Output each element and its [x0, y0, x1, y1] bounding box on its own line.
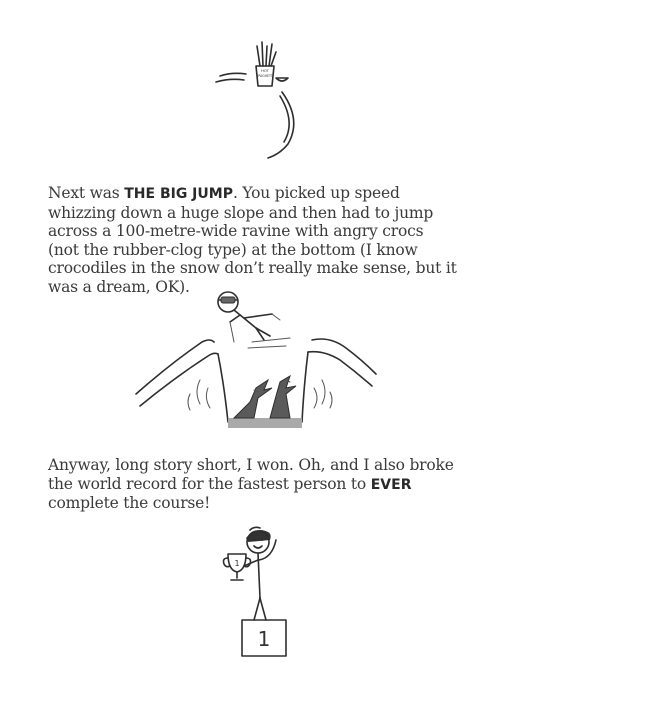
text-run: complete the course! — [48, 494, 211, 512]
emphasis-text: THE BIG JUMP — [124, 186, 233, 202]
podium-number: 1 — [257, 627, 271, 651]
emphasis-text: EVER — [370, 476, 412, 493]
text-run: Next was — [48, 184, 125, 202]
trophy-number: 1 — [234, 559, 240, 568]
pot-label-line2: SPAGHETTI — [256, 74, 274, 78]
text-run: Anyway, long story short, I won. Oh, and I also broke the world record for the fastest person to — [48, 456, 454, 493]
winner-paragraph — [48, 456, 458, 513]
podium-winner-illustration — [218, 524, 318, 664]
spaghetti-pot-illustration — [210, 40, 310, 160]
ski-jump-illustration — [130, 284, 380, 434]
big-jump-paragraph — [48, 184, 458, 296]
text-run: . You picked up speed whizzing down a huge slope and then had to jump across a 100-metre-wide ravine with angry crocs (not the rubber-clog type) at the bottom (I know crocodiles in the snow don’t really make sense, but it was a dream, OK). — [48, 184, 457, 296]
pot-label-line1: HOT — [261, 69, 269, 73]
